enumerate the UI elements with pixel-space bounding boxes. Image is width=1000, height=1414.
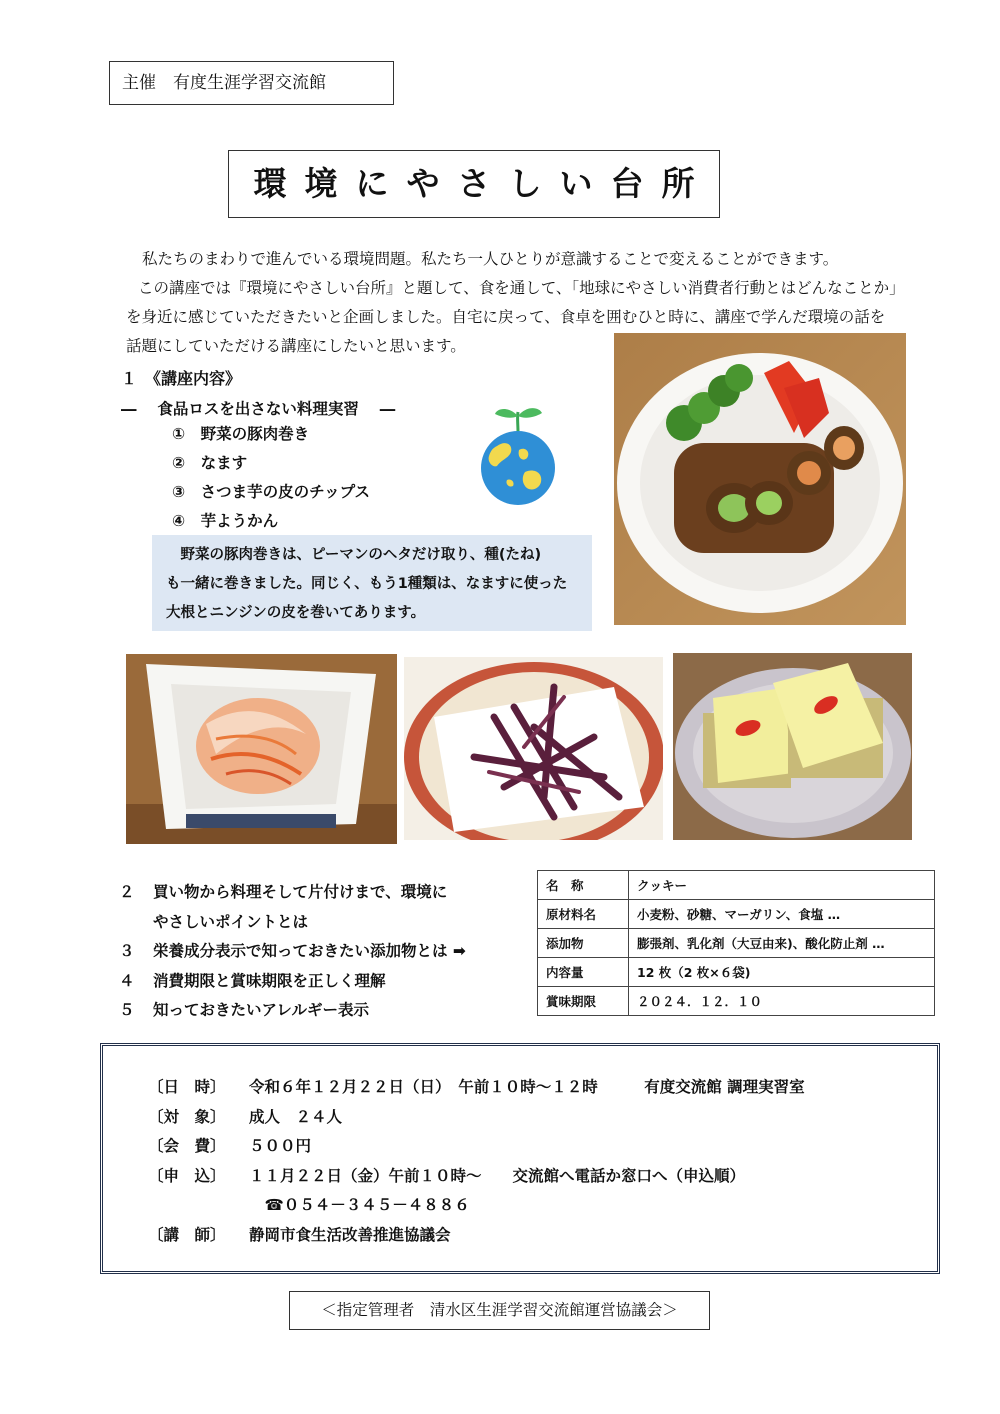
section-course-heading: １ 《講座内容》 bbox=[121, 369, 242, 388]
food-label-table bbox=[537, 870, 935, 1016]
list-item: やさしいポイントとは bbox=[153, 912, 309, 931]
list-item: ２ 買い物から料理そして片付けまで、環境に bbox=[119, 883, 448, 901]
table-row: 内容量 12 枚（2 枚×６袋) bbox=[538, 958, 935, 987]
intro-line: この講座では『環境にやさしい台所』と題して、食を通して、「地球にやさしい消費者行動とはどんなことか」 bbox=[138, 279, 905, 297]
list-item: ④ 芋ようかん bbox=[172, 512, 279, 530]
sponsor-label: 主催 有度生涯学習交流館 bbox=[109, 61, 394, 105]
table-row: 名 称 クッキー bbox=[538, 871, 935, 900]
table-row: 添加物 膨張剤、乳化剤（大豆由来)、酸化防止剤 … bbox=[538, 929, 935, 958]
note-line: 野菜の豚肉巻きは、ピーマンのヘタだけ取り、種(たね) bbox=[166, 547, 542, 563]
menu-list bbox=[172, 423, 370, 539]
note-line: も一緒に巻きました。同じく、もう1種類は、なますに使った bbox=[166, 576, 568, 592]
list-item: ① 野菜の豚肉巻き bbox=[172, 425, 310, 443]
list-item: ５ 知っておきたいアレルギー表示 bbox=[119, 1001, 369, 1019]
footer-organizer: ＜指定管理者 清水区生涯学習交流館運営協議会＞ bbox=[289, 1291, 710, 1330]
intro-line: 話題にしていただける講座にしたいと思います。 bbox=[126, 337, 466, 355]
page-title: 環境にやさしい台所 bbox=[228, 150, 720, 218]
table-row: 原材料名 小麦粉、砂糖、マーガリン、食塩 … bbox=[538, 900, 935, 929]
section-course-subheading: ― 食品ロスを出さない料理実習 ― bbox=[121, 400, 396, 418]
list-item: ② なます bbox=[172, 454, 248, 472]
phone-number: ☎０５４－３４５－４８８６ bbox=[249, 1196, 470, 1214]
photo-pork-rolls bbox=[614, 333, 906, 625]
list-item: ４ 消費期限と賞味期限を正しく理解 bbox=[119, 971, 386, 990]
intro-line: を身近に感じていただきたいと企画しました。自宅に戻って、食卓を囲むひと時に、講座で学んだ環境の話を bbox=[126, 308, 886, 326]
list-item: ③ さつま芋の皮のチップス bbox=[172, 483, 371, 501]
globe-sprout-icon bbox=[467, 402, 569, 510]
course-points-list bbox=[119, 880, 466, 1028]
photo-imoyokan bbox=[673, 653, 912, 840]
note-box bbox=[152, 535, 592, 631]
list-item: ３ 栄養成分表示で知っておきたい添加物とは ➡ bbox=[119, 942, 466, 960]
photo-potato-chips bbox=[404, 657, 663, 840]
photo-namasu bbox=[126, 654, 397, 844]
note-line: 大根とニンジンの皮を巻いてあります。 bbox=[166, 605, 426, 621]
table-row: 賞味期限 ２０２４．１２．１０ bbox=[538, 987, 935, 1016]
intro-line: 私たちのまわりで進んでいる環境問題。私たち一人ひとりが意識することで変えることができます。 bbox=[142, 250, 839, 268]
